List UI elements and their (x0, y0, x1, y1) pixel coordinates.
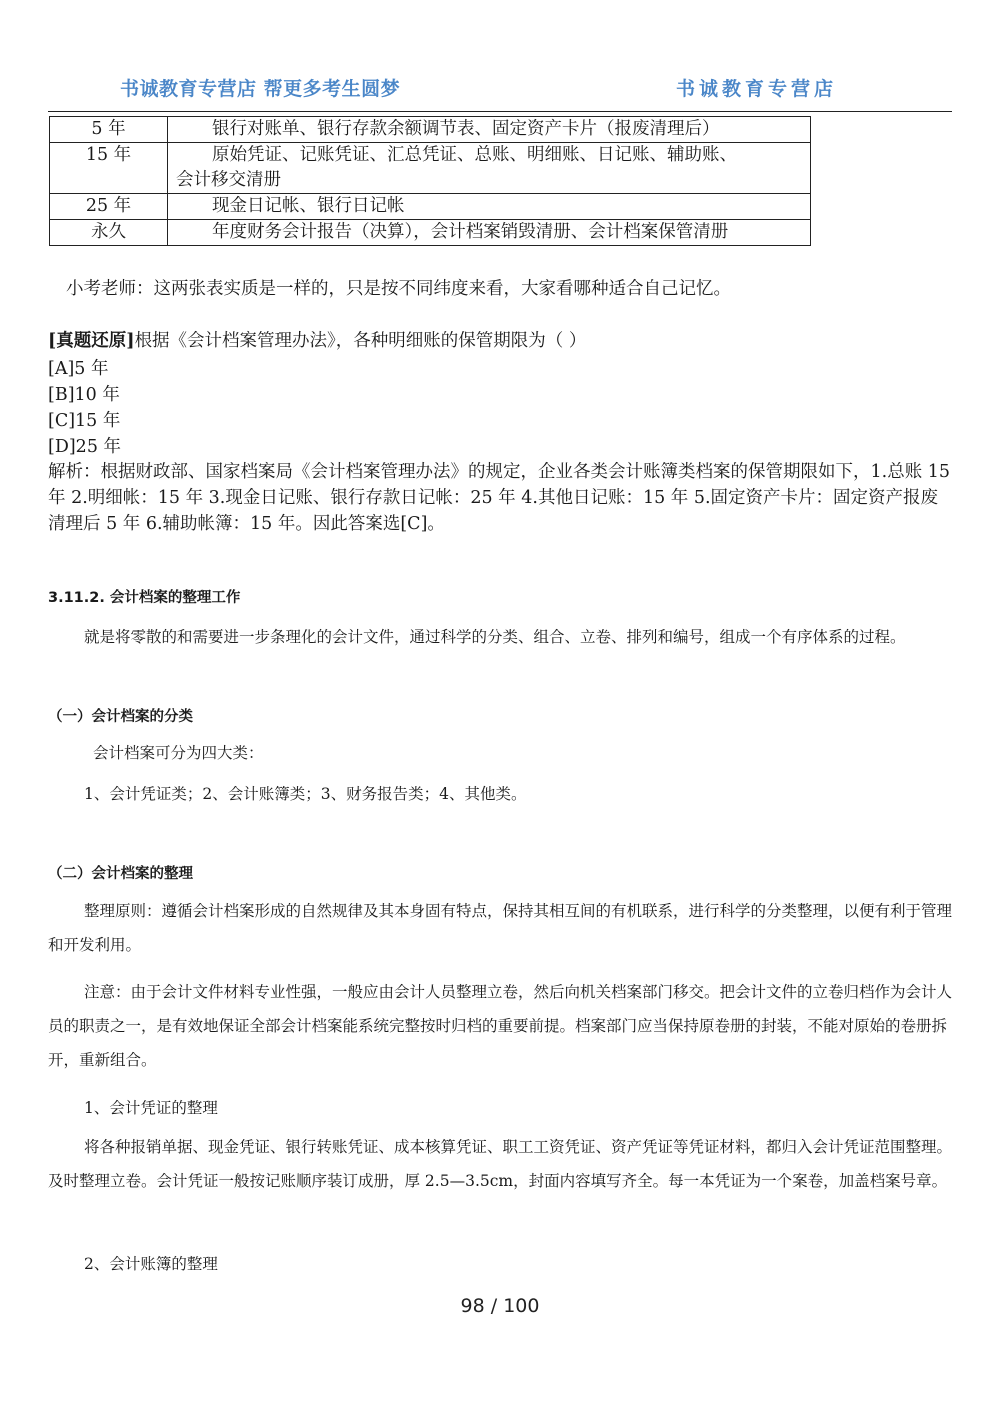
period-cell: 25 年 (50, 194, 168, 220)
answer-analysis: 解析：根据财政部、国家档案局《会计档案管理办法》的规定，企业各类会计账簿类档案的保管期限如下，1.总账 15 年 2.明细帐：15 年 3.现金日记账、银行存款日记帐：25 年 4.其他日记账：15 年 5.固定资产卡片：固定资产报废清理后 5 年 6.辅助帐簿：15 年。因此答案选[C]。 (48, 462, 951, 534)
item-2-title: 2、会计账簿的整理 (84, 1255, 218, 1273)
teacher-note: 小考老师：这两张表实质是一样的，只是按不同纬度来看，大家看哪种适合自己记忆。 (66, 279, 731, 299)
period-cell: 15 年 (50, 143, 168, 194)
content-cell (168, 220, 811, 246)
subsection-heading-2: （二）会计档案的整理 (48, 866, 193, 882)
content-cell (168, 194, 811, 220)
table-row (50, 194, 811, 220)
period-cell: 5 年 (50, 117, 168, 143)
option-d: [D]25 年 (48, 437, 122, 457)
item-1-text: 将各种报销单据、现金凭证、银行转账凭证、成本核算凭证、职工工资凭证、资产凭证等凭证材料，都归入会计凭证范围整理。及时整理立卷。会计凭证一般按记账顺序装订成册，厚 2.5—3.5cm，封面内容填写齐全。每一本凭证为一个案卷，加盖档案号章。 (48, 1138, 953, 1190)
section-heading: 3.11.2. 会计档案的整理工作 (48, 590, 241, 606)
content-text: 原始凭证、记账凭证、汇总凭证、总账、明细账、日记账、辅助账、 (212, 145, 737, 165)
arrangement-note: 注意：由于会计文件材料专业性强，一般应由会计人员整理立卷，然后向机关档案部门移交。把会计文件的立卷归档作为会计人员的职责之一，是有效地保证全部会计档案能系统完整按时归档的重要前提。档案部门应当保持原卷册的封装，不能对原始的卷册拆开，重新组合。 (48, 983, 953, 1069)
period-cell: 永久 (50, 220, 168, 246)
retention-period-table (49, 116, 811, 246)
table-row (50, 117, 811, 143)
page-separator: / (490, 1295, 498, 1317)
content-text: 年度财务会计报告（决算），会计档案销毁清册、会计档案保管清册 (212, 222, 729, 242)
content-text: 银行对账单、银行存款余额调节表、固定资产卡片（报废清理后） (212, 119, 720, 139)
table-row (50, 143, 811, 194)
header-rule (48, 111, 952, 112)
total-pages: 100 (503, 1295, 540, 1317)
page-number (0, 1295, 1000, 1317)
header-right-title: 书诚教育专营店 (676, 78, 838, 100)
option-a: [A]5 年 (48, 359, 109, 379)
question-text: 根据《会计档案管理办法》，各种明细账的保管期限为（ ） (134, 331, 587, 351)
option-c: [C]15 年 (48, 411, 121, 431)
question-tag: [真题还原] (48, 331, 135, 351)
subsection-heading-1: （一）会计档案的分类 (48, 709, 193, 725)
current-page: 98 (460, 1295, 485, 1317)
classification-intro: 会计档案可分为四大类： (93, 744, 264, 762)
table-row (50, 220, 811, 246)
section-intro: 就是将零散的和需要进一步条理化的会计文件，通过科学的分类、组合、立卷、排列和编号，组成一个有序体系的过程。 (84, 628, 906, 646)
item-1-title: 1、会计凭证的整理 (84, 1099, 218, 1117)
content-cell (168, 143, 811, 194)
content-text-cont: 会计移交清册 (176, 170, 281, 190)
question-stem (48, 328, 952, 354)
option-b: [B]10 年 (48, 385, 120, 405)
arrangement-principle: 整理原则：遵循会计档案形成的自然规律及其本身固有特点，保持其相互间的有机联系，进行科学的分类整理，以便有利于管理和开发利用。 (48, 902, 953, 954)
header-left-title: 书诚教育专营店 帮更多考生圆梦 (120, 78, 401, 100)
content-text: 现金日记帐、银行日记帐 (212, 196, 405, 216)
classification-list: 1、会计凭证类；2、会计账簿类；3、财务报告类；4、其他类。 (84, 785, 527, 803)
content-cell (168, 117, 811, 143)
